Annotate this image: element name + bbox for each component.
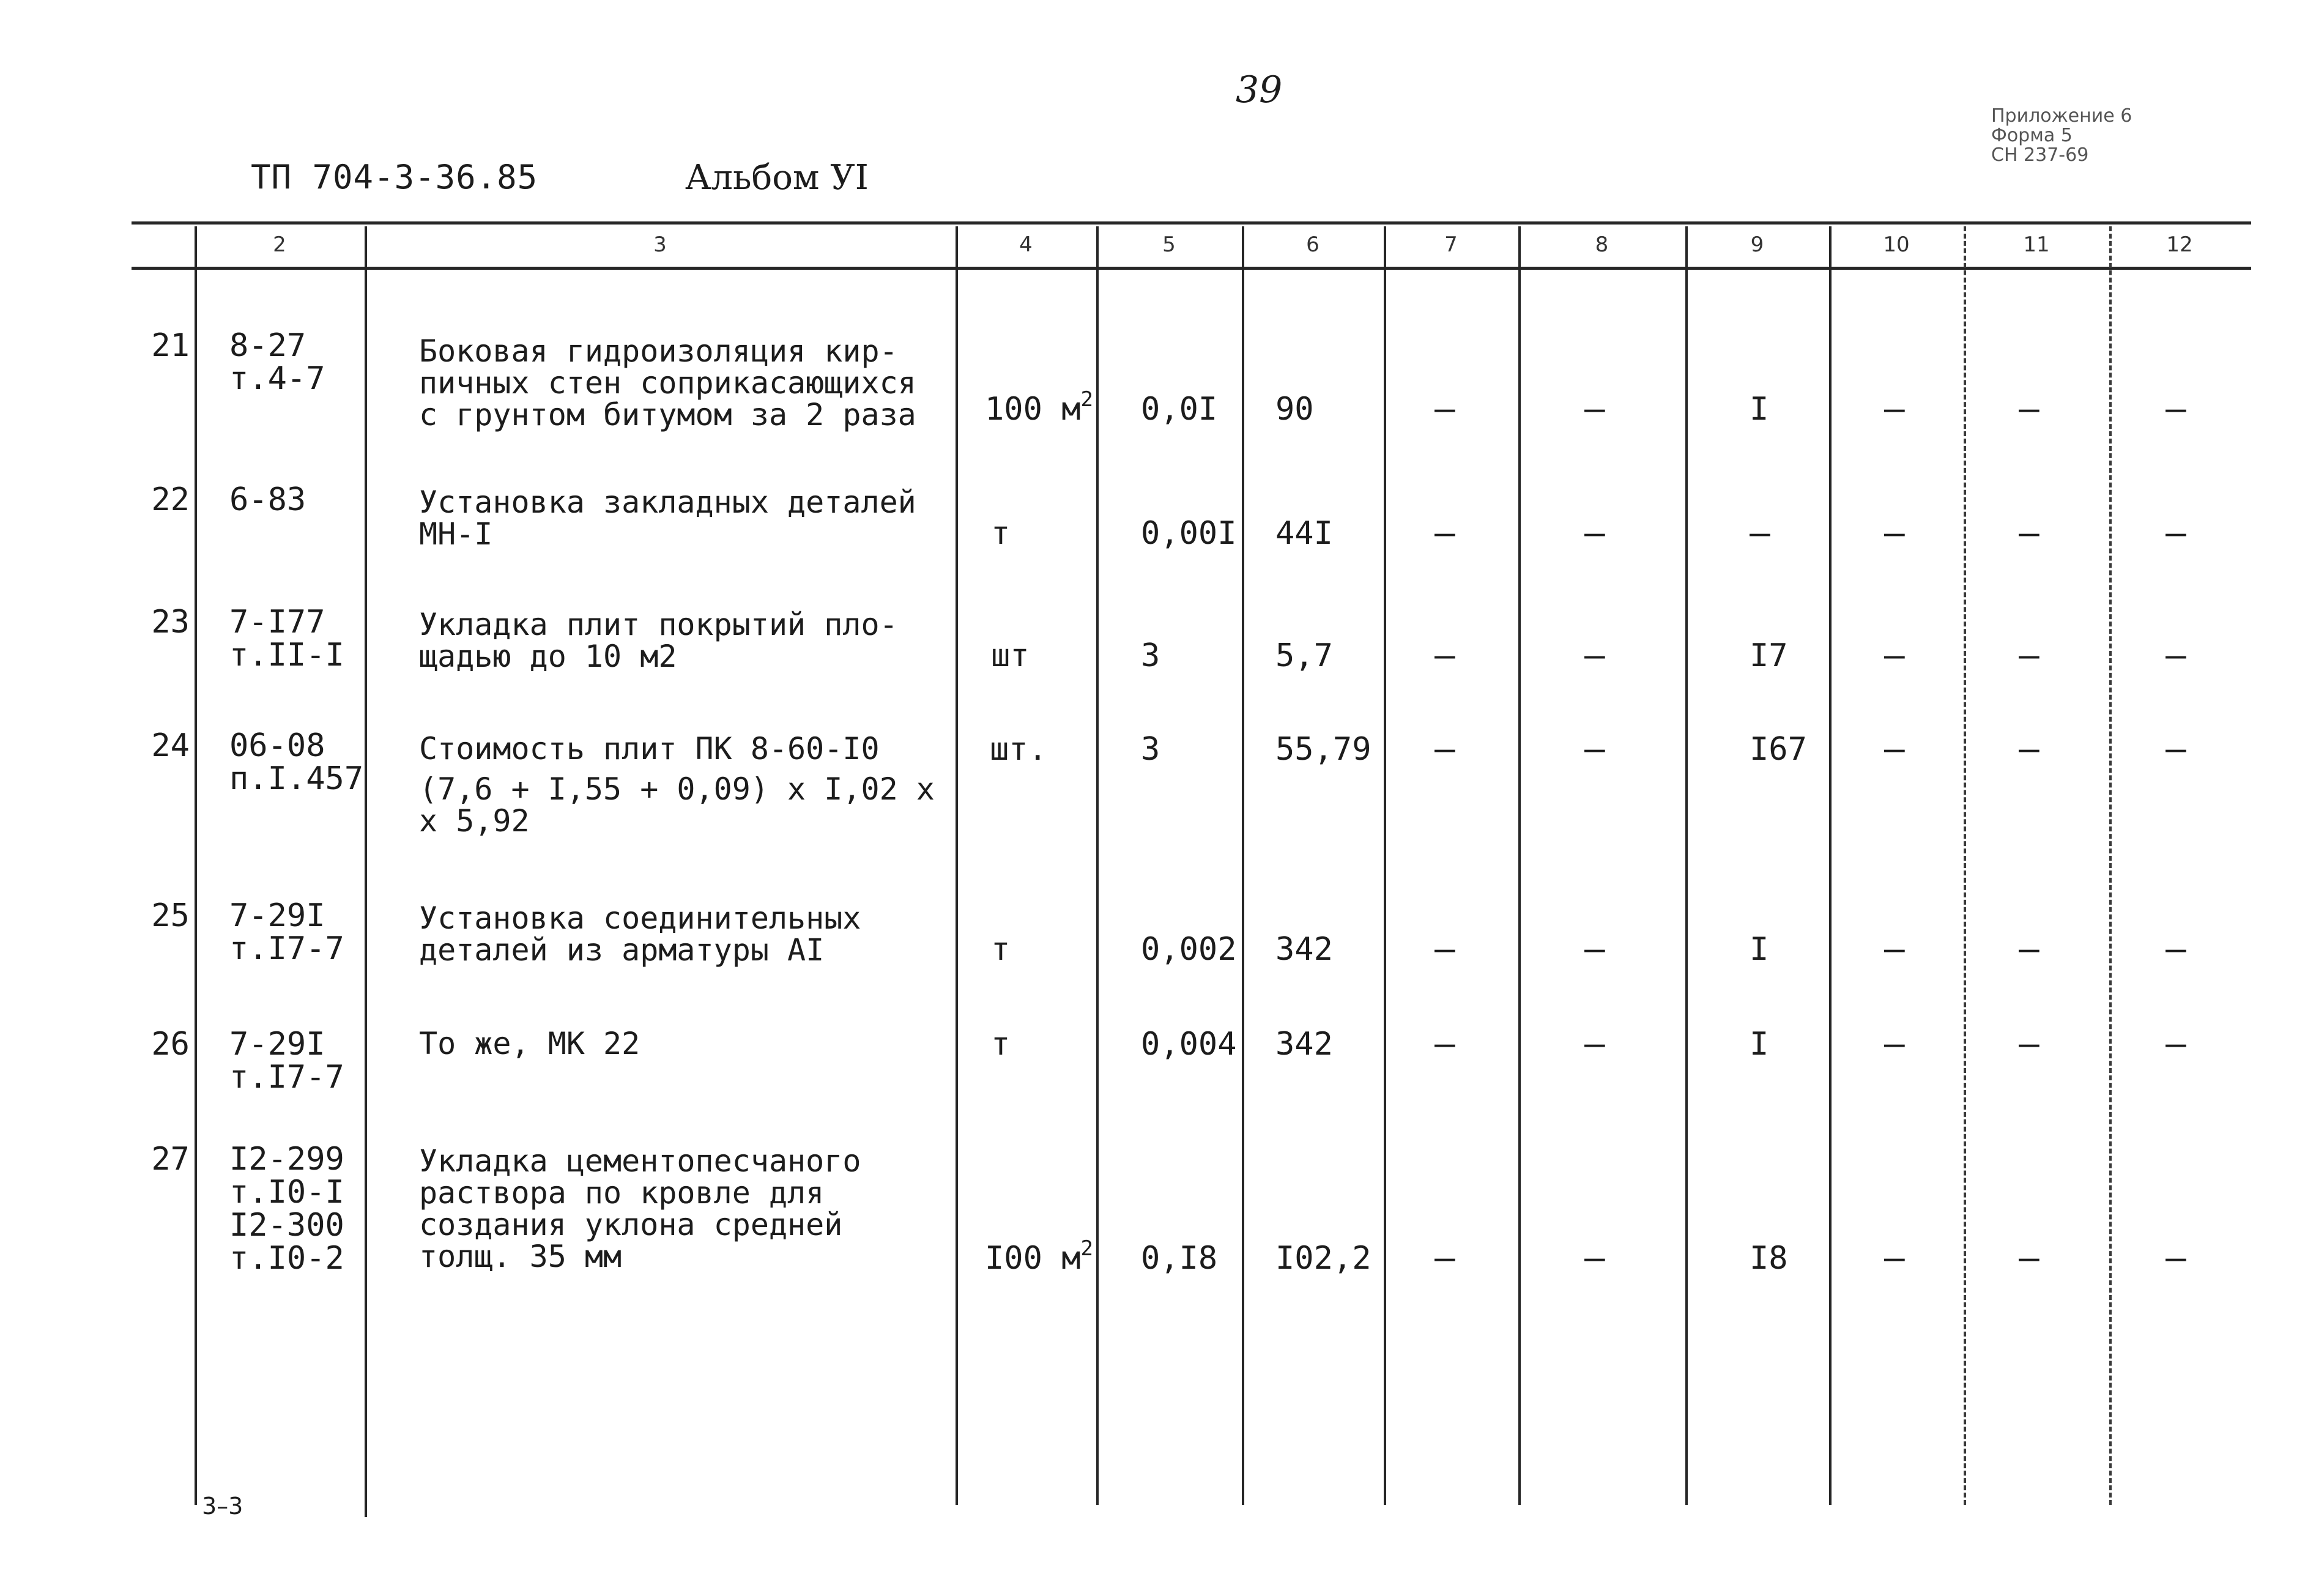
column-12-value: – [2166,636,2186,675]
rate-code-line: т.I0-2 [229,1240,344,1277]
unit-price: I02,2 [1275,1240,1371,1277]
column-divider [956,226,958,1505]
column-9-value: I [1750,931,1769,968]
unit-price: 55,79 [1275,731,1371,768]
column-number: 9 [1750,232,1764,257]
unit-price: 342 [1275,1026,1333,1063]
column-10-value: – [1884,729,1905,769]
description-line: Стоимость плит ПК 8-60-I0 [419,731,880,766]
work-description [419,1028,640,1060]
column-8-value: – [1584,636,1605,675]
description-line: То же, МК 22 [419,1026,640,1061]
unit-text: 100 м [985,391,1081,428]
column-8-value: – [1584,1024,1605,1064]
column-divider [1384,226,1386,1505]
description-line: деталей из арматуры АI [419,932,825,968]
unit-text: шт. [990,731,1047,768]
quantity: 3 [1141,731,1160,768]
unit [991,639,1030,672]
column-number: 10 [1883,232,1910,257]
column-10-value: – [1884,389,1905,429]
stamp-line: СН 237-69 [1991,144,2089,166]
row-number: 24 [151,727,190,764]
column-divider [1518,226,1521,1505]
rate-code-line: 8-27 [229,327,306,364]
column-7-value: – [1435,929,1455,969]
rate-code-line: 6-83 [229,481,306,518]
work-description [419,486,916,550]
rate-code-line: п.I.457 [229,760,364,797]
description-line: пичных стен соприкасающихся [419,365,916,401]
album-title: Альбом УI [685,158,869,198]
column-12-value: – [2166,513,2186,553]
rate-code-line: I2-300 [229,1207,344,1244]
rate-code-line: т.II-I [229,637,344,674]
row-number: 22 [151,481,190,518]
quantity: 0,00I [1141,515,1237,552]
rate-code [229,1143,344,1275]
description-line: МН-I [419,516,493,552]
column-9-value: I [1750,1026,1769,1063]
description-line: создания уклона средней [419,1207,843,1242]
column-number: 8 [1595,232,1609,257]
unit [985,387,1094,428]
description-line: с грунтом битумом за 2 раза [419,397,916,432]
column-divider [195,226,197,1505]
column-number: 11 [2023,232,2050,257]
rate-code-line: I2-299 [229,1141,344,1178]
unit-text: т [991,1026,1011,1063]
description-line: Укладка плит покрытий пло- [419,607,898,642]
unit-text: шт [991,637,1030,674]
column-7-value: – [1435,513,1455,553]
column-7-value: – [1435,1238,1455,1278]
work-description [419,1145,861,1272]
rate-code-line: т.I7-7 [229,930,344,967]
column-7-value: – [1435,636,1455,675]
column-number: 6 [1306,232,1319,257]
column-8-value: – [1584,929,1605,969]
row-number: 25 [151,897,190,934]
work-description [419,902,861,966]
unit [991,933,1010,966]
unit [991,517,1010,550]
rate-code-line: 7-29I [229,897,325,934]
column-divider [1242,226,1244,1505]
quantity: 0,002 [1141,931,1237,968]
column-11-value: – [2019,1024,2039,1064]
column-divider [1096,226,1099,1505]
quantity: 0,004 [1141,1026,1237,1063]
rate-code [229,329,325,395]
work-description [419,609,898,672]
column-7-value: – [1435,729,1455,769]
work-description [419,335,916,431]
stamp-line: Приложение 6 [1991,105,2132,127]
column-number: 4 [1019,232,1033,257]
description-line: раствора по кровле для [419,1175,825,1211]
quantity: 0,I8 [1141,1240,1218,1277]
column-number: 2 [273,232,286,257]
column-10-value: – [1884,929,1905,969]
column-7-value: – [1435,1024,1455,1064]
column-divider [1964,226,1966,1505]
table-top-border [132,221,2251,225]
column-number: 5 [1162,232,1176,257]
column-12-value: – [2166,1238,2186,1278]
quantity: 3 [1141,637,1160,674]
column-11-value: – [2019,729,2039,769]
unit-price: 342 [1275,931,1333,968]
column-divider [365,226,367,1517]
column-number: 12 [2166,232,2193,257]
column-number: 3 [653,232,667,257]
work-description [419,733,935,837]
rate-code [229,483,306,516]
rate-code [229,729,363,795]
column-divider [2109,226,2112,1505]
column-divider [1685,226,1688,1505]
column-9-value: – [1750,513,1770,553]
column-9-value: I67 [1750,731,1807,768]
description-line: Установка закладных деталей [419,484,916,520]
column-12-value: – [2166,929,2186,969]
unit-text: I00 м [985,1240,1081,1277]
rate-code-line: т.I0-I [229,1174,344,1211]
rate-code-line: 7-I77 [229,604,325,640]
quantity: 0,0I [1141,391,1218,428]
unit-text: т [991,515,1011,552]
column-11-value: – [2019,636,2039,675]
description-line: (7,6 + I,55 + 0,09) х I,02 х [419,771,935,807]
page-number: 39 [1236,69,1283,111]
column-8-value: – [1584,1238,1605,1278]
description-line: Укладка цементопесчаного [419,1143,861,1179]
column-11-value: – [2019,389,2039,429]
table-header-border [132,267,2251,270]
document-code: ТП 704-3-36.85 [251,158,538,196]
column-12-value: – [2166,389,2186,429]
unit-text: т [991,931,1011,968]
rate-code-line: т.4-7 [229,360,325,397]
column-12-value: – [2166,1024,2186,1064]
unit [985,1236,1094,1277]
unit-superscript: 2 [1080,1236,1094,1261]
rate-code-line: т.I7-7 [229,1059,344,1096]
column-9-value: I [1750,391,1769,428]
column-7-value: – [1435,389,1455,429]
column-10-value: – [1884,1238,1905,1278]
rate-code-line: 7-29I [229,1026,325,1063]
form-stamp [1991,106,2132,165]
column-9-value: I7 [1750,637,1788,674]
rate-code [229,606,344,672]
row-number: 23 [151,604,190,640]
column-11-value: – [2019,513,2039,553]
column-number: 7 [1444,232,1458,257]
column-11-value: – [2019,929,2039,969]
column-8-value: – [1584,513,1605,553]
unit-price: 44I [1275,515,1333,552]
unit-price: 5,7 [1275,637,1333,674]
column-9-value: I8 [1750,1240,1788,1277]
row-number: 26 [151,1026,190,1063]
column-12-value: – [2166,729,2186,769]
description-line: толщ. 35 мм [419,1239,622,1274]
unit [990,733,1047,766]
description-line: х 5,92 [419,803,530,839]
column-8-value: – [1584,729,1605,769]
description-line: Установка соединительных [419,900,861,936]
description-line: Боковая гидроизоляция кир- [419,333,898,369]
rate-code-line: 06-08 [229,727,325,764]
column-8-value: – [1584,389,1605,429]
rate-code [229,1028,344,1094]
column-10-value: – [1884,513,1905,553]
description-line: щадью до 10 м2 [419,639,677,674]
column-divider [1829,226,1832,1505]
sheet-code: 3–3 [202,1493,243,1520]
row-number: 27 [151,1141,190,1178]
unit [991,1028,1010,1061]
unit-price: 90 [1275,391,1314,428]
unit-superscript: 2 [1080,387,1094,412]
column-11-value: – [2019,1238,2039,1278]
rate-code [229,899,344,965]
column-10-value: – [1884,1024,1905,1064]
stamp-line: Форма 5 [1991,125,2073,146]
column-10-value: – [1884,636,1905,675]
row-number: 21 [151,327,190,364]
